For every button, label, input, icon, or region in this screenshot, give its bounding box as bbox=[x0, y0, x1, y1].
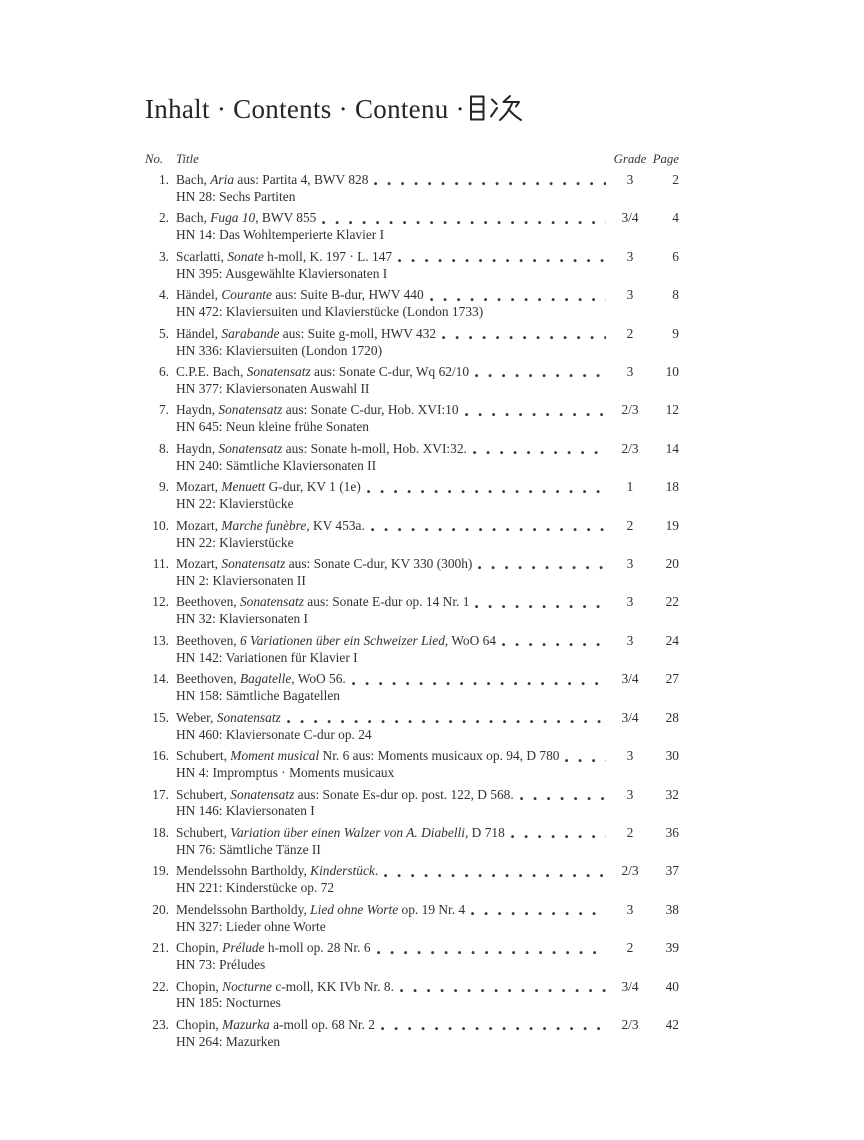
entry-edition: HN 240: Sämtliche Klaviersonaten II bbox=[176, 457, 377, 473]
entry-title-area bbox=[176, 326, 609, 343]
entry-title-area bbox=[176, 748, 609, 765]
entry-edition: HN 221: Kinderstücke op. 72 bbox=[176, 880, 335, 896]
entry-main-line bbox=[145, 287, 679, 304]
entry-edition: HN 395: Ausgewählte Klaviersonaten I bbox=[176, 265, 388, 281]
dot-leader bbox=[430, 298, 606, 302]
entry-title-area bbox=[176, 364, 609, 381]
page-title-text: Inhalt · Contents · Contenu · bbox=[145, 94, 465, 124]
entry-grade: 2/3 bbox=[621, 863, 639, 879]
entry-grade: 2/3 bbox=[621, 402, 639, 418]
entry-title-area bbox=[176, 902, 609, 919]
entry-title: Schubert, Moment musical Nr. 6 aus: Moments musicaux op. 94, D 780 bbox=[176, 748, 560, 764]
entry-edition: HN 472: Klaviersuiten und Klavierstücke (London 1733) bbox=[176, 304, 484, 320]
dot-leader bbox=[475, 374, 606, 378]
dot-leader bbox=[465, 413, 606, 417]
entry-page: 8 bbox=[672, 287, 679, 303]
entry-number: 22. bbox=[152, 978, 169, 994]
dot-leader bbox=[398, 259, 606, 263]
entry-title-area bbox=[176, 172, 609, 189]
entry-edition: HN 460: Klaviersonate C-dur op. 24 bbox=[176, 726, 372, 742]
dot-leader bbox=[374, 182, 606, 186]
entry-title-area bbox=[176, 825, 609, 842]
entry-main-line bbox=[145, 402, 679, 419]
entry-page: 36 bbox=[665, 824, 679, 840]
entry-title-area bbox=[176, 1017, 609, 1034]
entry-grade: 3 bbox=[626, 748, 634, 764]
dot-leader bbox=[478, 566, 606, 570]
entry-title: Beethoven, 6 Variationen über ein Schweizer Lied, WoO 64 bbox=[176, 632, 497, 648]
entry-grade: 2 bbox=[626, 824, 634, 840]
entry-page: 2 bbox=[672, 172, 679, 187]
entry-edition: HN 22: Klavierstücke bbox=[176, 496, 294, 512]
entry-title: Händel, Sarabande aus: Suite g-moll, HWV 432 bbox=[176, 325, 437, 341]
toc-entry bbox=[145, 710, 679, 744]
entry-title-area bbox=[176, 787, 609, 804]
entry-number: 6. bbox=[158, 364, 169, 380]
dot-leader bbox=[442, 336, 606, 340]
entry-title-area bbox=[176, 402, 609, 419]
entry-title-area bbox=[176, 863, 609, 880]
entry-number: 10. bbox=[152, 517, 169, 533]
entry-title-area bbox=[176, 479, 609, 496]
entry-title-area bbox=[176, 287, 609, 304]
entry-title: Händel, Courante aus: Suite B-dur, HWV 440 bbox=[176, 287, 424, 303]
dot-leader bbox=[473, 451, 606, 455]
entry-page: 6 bbox=[672, 248, 679, 264]
toc-entry bbox=[145, 556, 679, 590]
toc-entry bbox=[145, 979, 679, 1013]
entry-page: 14 bbox=[665, 440, 679, 456]
entry-page: 32 bbox=[665, 786, 679, 802]
entry-main-line bbox=[145, 441, 679, 458]
entry-title-area bbox=[176, 441, 609, 458]
entry-title: Bach, Aria aus: Partita 4, BWV 828 bbox=[176, 172, 369, 187]
dot-leader bbox=[287, 720, 606, 724]
entry-page: 22 bbox=[665, 594, 679, 610]
entry-page: 27 bbox=[665, 671, 679, 687]
entry-main-line bbox=[145, 710, 679, 727]
entry-page: 37 bbox=[665, 863, 679, 879]
header-page: Page bbox=[652, 152, 679, 166]
dot-leader bbox=[471, 912, 606, 916]
entry-title: Mozart, Menuett G-dur, KV 1 (1e) bbox=[176, 479, 361, 495]
entry-grade: 2/3 bbox=[621, 1016, 639, 1032]
entry-title: Chopin, Prélude h-moll op. 28 Nr. 6 bbox=[176, 940, 371, 956]
dot-leader bbox=[565, 759, 606, 763]
toc-entry bbox=[145, 210, 679, 244]
entry-title-area bbox=[176, 556, 609, 573]
entry-page: 30 bbox=[665, 748, 679, 764]
entry-title: Haydn, Sonatensatz aus: Sonate h-moll, Hob. XVI:32. bbox=[176, 440, 467, 456]
entry-title-area bbox=[176, 710, 609, 727]
entry-title-area bbox=[176, 210, 609, 227]
entry-title-area bbox=[176, 249, 609, 266]
entry-number: 20. bbox=[152, 901, 169, 917]
entry-page: 24 bbox=[665, 632, 679, 648]
entry-main-line bbox=[145, 902, 679, 919]
entry-title: Chopin, Nocturne c-moll, KK IVb Nr. 8. bbox=[176, 978, 394, 994]
dot-leader bbox=[371, 528, 606, 532]
toc-header-row bbox=[145, 151, 679, 167]
entry-edition: HN 76: Sämtliche Tänze II bbox=[176, 841, 321, 857]
entry-title-area bbox=[176, 979, 609, 996]
entry-number: 15. bbox=[152, 709, 169, 725]
entry-number: 16. bbox=[152, 748, 169, 764]
entry-title: Mozart, Marche funèbre, KV 453a. bbox=[176, 517, 365, 533]
entry-page: 28 bbox=[665, 709, 679, 725]
toc-entry bbox=[145, 787, 679, 821]
entry-edition: HN 14: Das Wohltemperierte Klavier I bbox=[176, 227, 385, 243]
toc-entry bbox=[145, 518, 679, 552]
entry-title: Mendelssohn Bartholdy, Lied ohne Worte op. 19 Nr. 4 bbox=[176, 901, 466, 917]
entry-title: Haydn, Sonatensatz aus: Sonate C-dur, Hob. XVI:10 bbox=[176, 402, 459, 418]
entry-page: 18 bbox=[665, 479, 679, 495]
entry-edition: HN 4: Impromptus · Moments musicaux bbox=[176, 765, 395, 780]
entry-number: 3. bbox=[158, 248, 169, 264]
entry-page: 20 bbox=[665, 556, 679, 572]
entry-edition: HN 377: Klaviersonaten Auswahl II bbox=[176, 380, 370, 396]
toc-entry bbox=[145, 402, 679, 436]
header-grade: Grade bbox=[613, 152, 647, 166]
entry-main-line bbox=[145, 825, 679, 842]
entry-number: 4. bbox=[158, 287, 169, 303]
toc-entry bbox=[145, 364, 679, 398]
toc-entry bbox=[145, 633, 679, 667]
toc-entry bbox=[145, 594, 679, 628]
dot-leader bbox=[381, 1027, 606, 1031]
entry-number: 9. bbox=[158, 479, 169, 495]
entry-page: 4 bbox=[672, 210, 679, 226]
entry-edition: HN 73: Préludes bbox=[176, 957, 266, 973]
entry-title: Mozart, Sonatensatz aus: Sonate C-dur, KV 330 (300h) bbox=[176, 556, 473, 572]
toc-entry bbox=[145, 1017, 679, 1051]
entry-main-line bbox=[145, 518, 679, 535]
entry-number: 13. bbox=[152, 632, 169, 648]
entry-main-line bbox=[145, 787, 679, 804]
entry-number: 8. bbox=[158, 440, 169, 456]
entry-grade: 2 bbox=[626, 940, 634, 956]
entry-page: 19 bbox=[665, 517, 679, 533]
toc-entry bbox=[145, 671, 679, 705]
entry-main-line bbox=[145, 940, 679, 957]
entry-grade: 3 bbox=[626, 364, 634, 380]
entry-page: 42 bbox=[665, 1016, 679, 1032]
entry-edition: HN 185: Nocturnes bbox=[176, 995, 281, 1011]
entry-title: Beethoven, Sonatensatz aus: Sonate E-dur op. 14 Nr. 1 bbox=[176, 594, 470, 610]
dot-leader bbox=[352, 682, 606, 686]
toc-table bbox=[145, 151, 679, 1051]
entry-edition: HN 32: Klaviersonaten I bbox=[176, 611, 309, 627]
entry-edition: HN 645: Neun kleine frühe Sonaten bbox=[176, 419, 370, 435]
entry-number: 2. bbox=[158, 210, 169, 226]
entry-title: Mendelssohn Bartholdy, Kinderstück. bbox=[176, 863, 379, 879]
dot-leader bbox=[384, 874, 606, 878]
dot-leader bbox=[511, 835, 606, 839]
entry-title-area bbox=[176, 940, 609, 957]
toc-entry bbox=[145, 479, 679, 513]
toc-entry bbox=[145, 940, 679, 974]
entry-grade: 3 bbox=[626, 594, 634, 610]
entry-title: Schubert, Variation über einen Walzer von A. Diabelli, D 718 bbox=[176, 824, 505, 840]
header-title: Title bbox=[176, 152, 199, 166]
entry-title: C.P.E. Bach, Sonatensatz aus: Sonate C-dur, Wq 62/10 bbox=[176, 364, 470, 380]
entry-grade: 1 bbox=[626, 479, 634, 495]
entry-page: 40 bbox=[665, 978, 679, 994]
entry-title: Scarlatti, Sonate h-moll, K. 197 · L. 147 bbox=[176, 248, 393, 264]
entry-grade: 3/4 bbox=[621, 709, 639, 725]
entry-title: Weber, Sonatensatz bbox=[176, 709, 281, 725]
entry-number: 14. bbox=[152, 671, 169, 687]
entry-main-line bbox=[145, 172, 679, 189]
entry-edition: HN 146: Klaviersonaten I bbox=[176, 803, 315, 819]
header-no: No. bbox=[145, 152, 164, 166]
entry-grade: 3 bbox=[626, 786, 634, 802]
toc-entry bbox=[145, 863, 679, 897]
entry-title: Beethoven, Bagatelle, WoO 56. bbox=[176, 671, 346, 687]
entry-main-line bbox=[145, 863, 679, 880]
dot-leader bbox=[377, 951, 606, 955]
toc-entry bbox=[145, 441, 679, 475]
entry-main-line bbox=[145, 671, 679, 688]
entry-main-line bbox=[145, 249, 679, 266]
entry-title-area bbox=[176, 518, 609, 535]
entry-number: 5. bbox=[158, 325, 169, 341]
entry-title: Schubert, Sonatensatz aus: Sonate Es-dur op. post. 122, D 568. bbox=[176, 786, 514, 802]
entry-edition: HN 336: Klaviersuiten (London 1720) bbox=[176, 342, 383, 358]
entry-grade: 3/4 bbox=[621, 978, 639, 994]
entry-grade: 3 bbox=[626, 248, 634, 264]
toc-entry bbox=[145, 249, 679, 283]
entry-number: 12. bbox=[152, 594, 169, 610]
entry-title-area bbox=[176, 633, 609, 650]
toc-entry bbox=[145, 902, 679, 936]
entry-title-area bbox=[176, 594, 609, 611]
entry-edition: HN 158: Sämtliche Bagatellen bbox=[176, 688, 340, 704]
entry-main-line bbox=[145, 1017, 679, 1034]
toc-entry bbox=[145, 172, 679, 206]
entry-number: 1. bbox=[158, 172, 169, 187]
entry-grade: 3 bbox=[626, 901, 634, 917]
entry-main-line bbox=[145, 364, 679, 381]
entry-grade: 3/4 bbox=[621, 210, 639, 226]
dot-leader bbox=[322, 221, 606, 225]
entry-main-line bbox=[145, 633, 679, 650]
entry-edition: HN 327: Lieder ohne Worte bbox=[176, 918, 326, 934]
entry-number: 11. bbox=[152, 556, 169, 572]
dot-leader bbox=[520, 797, 606, 801]
entry-edition: HN 28: Sechs Partiten bbox=[176, 188, 296, 204]
entry-number: 18. bbox=[152, 824, 169, 840]
entry-page: 10 bbox=[665, 364, 679, 380]
dot-leader bbox=[367, 490, 606, 494]
entry-number: 17. bbox=[152, 786, 169, 802]
entry-grade: 2 bbox=[626, 517, 634, 533]
dot-leader bbox=[400, 989, 606, 993]
dot-leader bbox=[502, 643, 606, 647]
toc-entry bbox=[145, 287, 679, 321]
entry-grade: 3 bbox=[626, 632, 634, 648]
entry-main-line bbox=[145, 748, 679, 765]
entry-page: 12 bbox=[665, 402, 679, 418]
entry-main-line bbox=[145, 479, 679, 496]
entry-main-line bbox=[145, 594, 679, 611]
entry-page: 39 bbox=[665, 940, 679, 956]
entry-edition: HN 142: Variationen für Klavier I bbox=[176, 649, 358, 665]
entry-title-area bbox=[176, 671, 609, 688]
entry-edition: HN 2: Klaviersonaten II bbox=[176, 572, 306, 588]
toc-entry bbox=[145, 825, 679, 859]
entry-title: Chopin, Mazurka a-moll op. 68 Nr. 2 bbox=[176, 1016, 376, 1032]
entry-number: 23. bbox=[152, 1016, 169, 1032]
entry-main-line bbox=[145, 979, 679, 996]
entry-number: 21. bbox=[152, 940, 169, 956]
toc-entry bbox=[145, 326, 679, 360]
entry-page: 38 bbox=[665, 901, 679, 917]
kanji-mokuji-icon bbox=[467, 94, 525, 122]
page-title bbox=[145, 94, 679, 125]
entry-grade: 2 bbox=[626, 325, 634, 341]
entry-page: 9 bbox=[672, 325, 679, 341]
entry-title: Bach, Fuga 10, BWV 855 bbox=[176, 210, 317, 226]
entry-main-line bbox=[145, 210, 679, 227]
dot-leader bbox=[475, 605, 606, 609]
toc-entry bbox=[145, 748, 679, 782]
entry-number: 19. bbox=[152, 863, 169, 879]
entry-grade: 3 bbox=[626, 172, 634, 187]
entry-grade: 3 bbox=[626, 556, 634, 572]
header-gap bbox=[169, 151, 176, 167]
entry-grade: 2/3 bbox=[621, 440, 639, 456]
entry-grade: 3/4 bbox=[621, 671, 639, 687]
entry-main-line bbox=[145, 556, 679, 573]
toc-entries bbox=[145, 172, 679, 1051]
entry-main-line bbox=[145, 326, 679, 343]
entry-edition: HN 22: Klavierstücke bbox=[176, 534, 294, 550]
entry-number: 7. bbox=[158, 402, 169, 418]
entry-edition: HN 264: Mazurken bbox=[176, 1033, 281, 1049]
entry-grade: 3 bbox=[626, 287, 634, 303]
